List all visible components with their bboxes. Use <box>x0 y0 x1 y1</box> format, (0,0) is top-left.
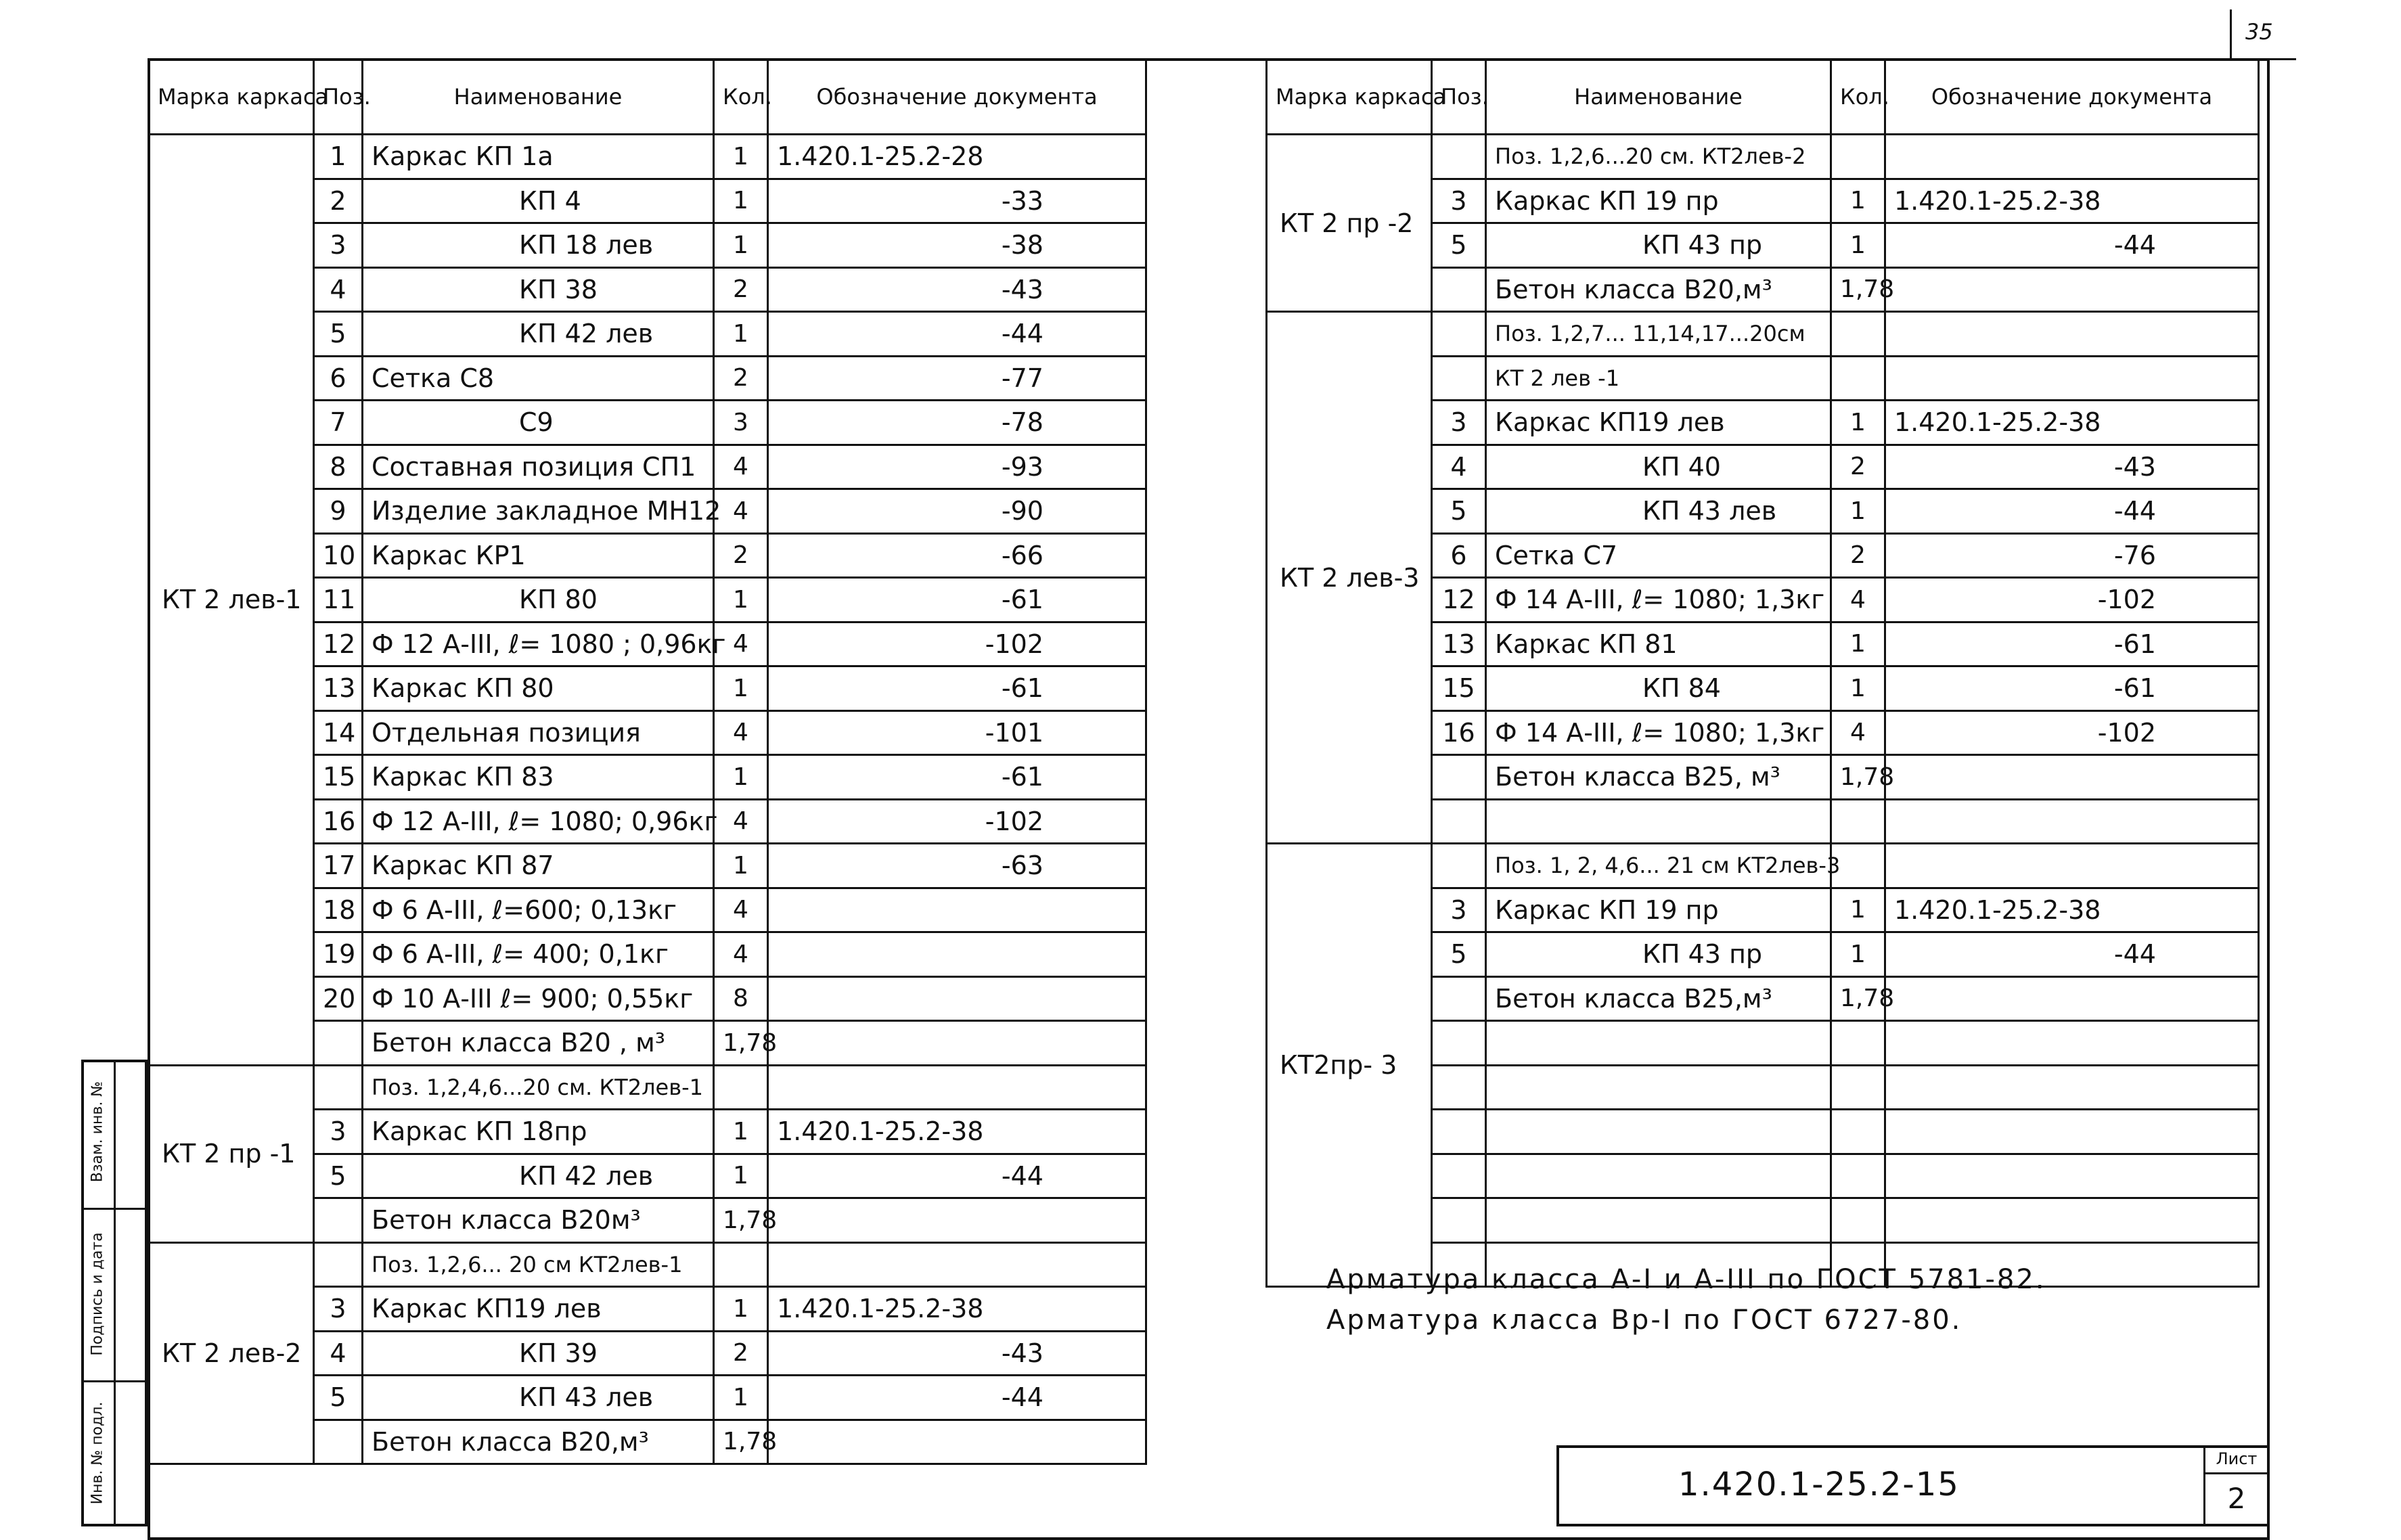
frame-mark: КТ 2 пр -2 <box>1267 135 1432 312</box>
quantity-cell: 2 <box>714 267 768 312</box>
stamp-divider-v <box>114 1060 116 1526</box>
name-cell: Поз. 1, 2, 4,6... 21 см КТ2лев-3 <box>1486 844 1831 888</box>
header-name: Наименование <box>363 60 714 135</box>
position-cell <box>1432 1021 1486 1066</box>
document-cell: -61 <box>768 578 1146 622</box>
name-cell: С9 <box>363 401 714 445</box>
table-header <box>1267 60 2259 135</box>
document-cell: -44 <box>1885 489 2259 534</box>
name-cell <box>1486 1065 1831 1110</box>
name-cell: Каркас КП19 лев <box>1486 401 1831 445</box>
name-cell: Бетон класса В20,м³ <box>1486 267 1831 312</box>
name-cell: КП 84 <box>1486 666 1831 711</box>
position-cell <box>1432 1110 1486 1154</box>
position-cell: 17 <box>314 844 363 888</box>
document-cell: -43 <box>1885 445 2259 489</box>
quantity-cell: 1 <box>714 1154 768 1198</box>
document-cell: -43 <box>768 267 1146 312</box>
name-cell <box>1486 1110 1831 1154</box>
document-cell: -63 <box>768 844 1146 888</box>
position-cell <box>1432 799 1486 844</box>
quantity-cell: 3 <box>714 401 768 445</box>
quantity-cell: 1 <box>714 755 768 800</box>
document-cell <box>1885 799 2259 844</box>
name-cell: Каркас КП 80 <box>363 666 714 711</box>
document-cell <box>1885 1198 2259 1243</box>
position-cell: 7 <box>314 401 363 445</box>
right-table-body <box>1267 135 2259 1287</box>
quantity-cell: 1,78 <box>714 1198 768 1243</box>
header-pos: Поз. <box>1432 60 1486 135</box>
position-cell <box>314 1065 363 1110</box>
document-cell <box>768 932 1146 977</box>
quantity-cell: 4 <box>714 622 768 666</box>
quantity-cell <box>1831 1154 1885 1198</box>
position-cell <box>1432 135 1486 179</box>
note-line-1: Арматура класса А-I и А-III по ГОСТ 5781-82. <box>1326 1264 2046 1295</box>
name-cell: Ф 6 А-III, ℓ= 400; 0,1кг <box>363 932 714 977</box>
name-cell: Каркас КП 87 <box>363 844 714 888</box>
document-cell: 1.420.1-25.2-28 <box>768 135 1146 179</box>
position-cell: 9 <box>314 489 363 534</box>
sheet-number: 2 <box>2227 1482 2246 1515</box>
name-cell: Каркас КР1 <box>363 533 714 578</box>
position-cell: 4 <box>314 1331 363 1376</box>
document-cell <box>768 888 1146 932</box>
position-cell: 2 <box>314 179 363 223</box>
quantity-cell: 1 <box>1831 888 1885 932</box>
quantity-cell: 2 <box>714 1331 768 1376</box>
name-cell: Ф 10 А-III ℓ= 900; 0,55кг <box>363 976 714 1021</box>
quantity-cell: 4 <box>714 888 768 932</box>
name-cell: Изделие закладное МН12 <box>363 489 714 534</box>
position-cell <box>1432 976 1486 1021</box>
right-spec-table <box>1265 58 2260 1288</box>
sheet-label-divider <box>2203 1472 2270 1474</box>
position-cell: 4 <box>314 267 363 312</box>
quantity-cell: 8 <box>714 976 768 1021</box>
name-cell: Бетон класса В20 , м³ <box>363 1021 714 1066</box>
quantity-cell: 1,78 <box>714 1420 768 1464</box>
name-cell: Поз. 1,2,6...20 см. КТ2лев-2 <box>1486 135 1831 179</box>
document-cell: -102 <box>1885 578 2259 622</box>
quantity-cell <box>1831 1021 1885 1066</box>
quantity-cell: 1,78 <box>1831 267 1885 312</box>
name-cell: КП 80 <box>363 578 714 622</box>
name-cell: Каркас КП 1а <box>363 135 714 179</box>
quantity-cell <box>714 1242 768 1287</box>
document-cell: 1.420.1-25.2-38 <box>1885 401 2259 445</box>
document-code: 1.420.1-25.2-15 <box>1678 1466 1960 1503</box>
quantity-cell: 4 <box>714 489 768 534</box>
document-cell: -66 <box>768 533 1146 578</box>
header-mark: Марка каркаса <box>1267 60 1432 135</box>
position-cell: 3 <box>314 1287 363 1332</box>
name-cell: Бетон класса В20м³ <box>363 1198 714 1243</box>
frame-mark: КТ 2 лев-1 <box>149 135 314 1066</box>
document-cell: -90 <box>768 489 1146 534</box>
quantity-cell: 1 <box>714 179 768 223</box>
position-cell <box>1432 1154 1486 1198</box>
table-row <box>149 1242 1146 1287</box>
document-cell: -61 <box>1885 666 2259 711</box>
position-cell: 20 <box>314 976 363 1021</box>
document-cell: -61 <box>1885 622 2259 666</box>
left-table-body <box>149 135 1146 1464</box>
quantity-cell: 2 <box>1831 533 1885 578</box>
quantity-cell: 4 <box>1831 578 1885 622</box>
document-cell <box>1885 267 2259 312</box>
position-cell: 5 <box>314 1154 363 1198</box>
name-cell: Ф 6 А-III, ℓ=600; 0,13кг <box>363 888 714 932</box>
document-cell <box>1885 976 2259 1021</box>
name-cell: Каркас КП 83 <box>363 755 714 800</box>
name-cell <box>1486 799 1831 844</box>
position-cell: 12 <box>314 622 363 666</box>
name-cell: Каркас КП 19 пр <box>1486 179 1831 223</box>
document-cell: -44 <box>768 312 1146 357</box>
header-doc: Обозначение документа <box>1885 60 2259 135</box>
position-cell <box>1432 1065 1486 1110</box>
position-cell: 10 <box>314 533 363 578</box>
position-cell: 13 <box>314 666 363 711</box>
document-cell <box>1885 135 2259 179</box>
name-cell: Ф 14 А-III, ℓ= 1080; 1,3кг <box>1486 578 1831 622</box>
document-cell <box>1885 844 2259 888</box>
position-cell: 16 <box>314 799 363 844</box>
position-cell: 5 <box>314 1376 363 1420</box>
name-cell: Каркас КП19 лев <box>363 1287 714 1332</box>
quantity-cell: 1 <box>1831 622 1885 666</box>
stamp-label-inv-podl: Инв. № подл. <box>89 1401 106 1505</box>
name-cell: КП 42 лев <box>363 312 714 357</box>
document-cell: -102 <box>768 622 1146 666</box>
header-qty: Кол. <box>1831 60 1885 135</box>
position-cell <box>314 1420 363 1464</box>
stamp-label-inv-vzam: Взам. инв. № <box>89 1081 106 1183</box>
name-cell: Ф 12 А-III, ℓ= 1080 ; 0,96кг <box>363 622 714 666</box>
quantity-cell: 4 <box>714 710 768 755</box>
quantity-cell: 1 <box>1831 666 1885 711</box>
document-cell <box>768 1065 1146 1110</box>
name-cell: Поз. 1,2,6... 20 см КТ2лев-1 <box>363 1242 714 1287</box>
document-cell <box>768 976 1146 1021</box>
position-cell: 16 <box>1432 710 1486 755</box>
name-cell: КП 43 лев <box>1486 489 1831 534</box>
table-row <box>149 1065 1146 1110</box>
position-cell <box>1432 356 1486 401</box>
quantity-cell: 1 <box>1831 932 1885 977</box>
document-cell: -44 <box>1885 223 2259 268</box>
quantity-cell: 1 <box>1831 223 1885 268</box>
table-row <box>1267 135 2259 179</box>
frame-mark: КТ2пр- 3 <box>1267 844 1432 1287</box>
stamp-label-podpis: Подпись и дата <box>89 1232 106 1356</box>
position-cell: 3 <box>314 1110 363 1154</box>
name-cell <box>1486 1198 1831 1243</box>
position-cell: 19 <box>314 932 363 977</box>
quantity-cell: 1 <box>714 1287 768 1332</box>
quantity-cell: 2 <box>714 533 768 578</box>
position-cell: 3 <box>1432 179 1486 223</box>
quantity-cell: 1 <box>714 223 768 268</box>
document-cell: -61 <box>768 755 1146 800</box>
name-cell: Бетон класса В25,м³ <box>1486 976 1831 1021</box>
document-cell: -43 <box>768 1331 1146 1376</box>
name-cell: КП 38 <box>363 267 714 312</box>
document-cell: -44 <box>768 1154 1146 1198</box>
quantity-cell: 1 <box>714 1376 768 1420</box>
position-cell: 15 <box>314 755 363 800</box>
note-line-2: Арматура класса Вр-I по ГОСТ 6727-80. <box>1326 1305 1962 1336</box>
document-cell: 1.420.1-25.2-38 <box>768 1110 1146 1154</box>
position-cell: 6 <box>314 356 363 401</box>
quantity-cell: 1 <box>714 666 768 711</box>
name-cell: Сетка С7 <box>1486 533 1831 578</box>
quantity-cell: 1,78 <box>714 1021 768 1066</box>
position-cell <box>314 1242 363 1287</box>
position-cell: 11 <box>314 578 363 622</box>
position-cell: 5 <box>1432 223 1486 268</box>
sheet-label: Лист <box>2216 1449 2258 1468</box>
name-cell: КП 39 <box>363 1331 714 1376</box>
quantity-cell: 4 <box>1831 710 1885 755</box>
position-cell <box>314 1198 363 1243</box>
position-cell: 15 <box>1432 666 1486 711</box>
document-cell: -102 <box>1885 710 2259 755</box>
document-cell: -101 <box>768 710 1146 755</box>
document-cell: -61 <box>768 666 1146 711</box>
document-cell <box>1885 356 2259 401</box>
document-cell: 1.420.1-25.2-38 <box>1885 179 2259 223</box>
quantity-cell <box>1831 799 1885 844</box>
quantity-cell <box>1831 135 1885 179</box>
document-cell <box>768 1021 1146 1066</box>
name-cell: КТ 2 лев -1 <box>1486 356 1831 401</box>
table-row <box>1267 844 2259 888</box>
document-cell <box>1885 1065 2259 1110</box>
quantity-cell <box>1831 1110 1885 1154</box>
table-row <box>1267 312 2259 357</box>
name-cell: Сетка С8 <box>363 356 714 401</box>
header-mark: Марка каркаса <box>149 60 314 135</box>
name-cell: Бетон класса В25, м³ <box>1486 755 1831 800</box>
table-row <box>149 135 1146 179</box>
frame-mark: КТ 2 лев-3 <box>1267 312 1432 844</box>
quantity-cell <box>714 1065 768 1110</box>
frame-mark: КТ 2 лев-2 <box>149 1242 314 1464</box>
quantity-cell: 1,78 <box>1831 976 1885 1021</box>
position-cell <box>314 1021 363 1066</box>
position-cell <box>1432 1198 1486 1243</box>
quantity-cell: 1 <box>714 312 768 357</box>
quantity-cell <box>1831 356 1885 401</box>
document-cell: -78 <box>768 401 1146 445</box>
position-cell: 3 <box>1432 401 1486 445</box>
name-cell: Каркас КП 18пр <box>363 1110 714 1154</box>
position-cell: 13 <box>1432 622 1486 666</box>
document-cell <box>1885 312 2259 357</box>
quantity-cell <box>1831 1065 1885 1110</box>
left-spec-table <box>148 58 1147 1465</box>
position-cell: 1 <box>314 135 363 179</box>
name-cell: Ф 12 А-III, ℓ= 1080; 0,96кг <box>363 799 714 844</box>
quantity-cell: 1 <box>1831 489 1885 534</box>
name-cell: Отдельная позиция <box>363 710 714 755</box>
name-cell: КП 43 пр <box>1486 223 1831 268</box>
document-cell <box>768 1198 1146 1243</box>
quantity-cell <box>1831 1198 1885 1243</box>
quantity-cell: 2 <box>1831 445 1885 489</box>
document-cell <box>768 1242 1146 1287</box>
document-cell <box>1885 1110 2259 1154</box>
document-cell <box>1885 1021 2259 1066</box>
document-cell <box>1885 1154 2259 1198</box>
page-number-divider <box>2230 9 2232 58</box>
document-cell: -77 <box>768 356 1146 401</box>
name-cell: КП 43 пр <box>1486 932 1831 977</box>
quantity-cell <box>1831 312 1885 357</box>
page-number: 35 <box>2245 19 2273 45</box>
quantity-cell: 1 <box>714 135 768 179</box>
position-cell: 12 <box>1432 578 1486 622</box>
quantity-cell: 1 <box>714 844 768 888</box>
document-cell: -44 <box>1885 932 2259 977</box>
name-cell: Поз. 1,2,7... 11,14,17...20см <box>1486 312 1831 357</box>
name-cell: КП 42 лев <box>363 1154 714 1198</box>
position-cell: 5 <box>314 312 363 357</box>
position-cell <box>1432 267 1486 312</box>
header-pos: Поз. <box>314 60 363 135</box>
document-cell: 1.420.1-25.2-38 <box>1885 888 2259 932</box>
document-cell: -93 <box>768 445 1146 489</box>
table-header <box>149 60 1146 135</box>
position-cell: 5 <box>1432 489 1486 534</box>
position-cell <box>1432 755 1486 800</box>
name-cell: КП 43 лев <box>363 1376 714 1420</box>
quantity-cell: 4 <box>714 799 768 844</box>
name-cell: КП 4 <box>363 179 714 223</box>
document-cell <box>768 1420 1146 1464</box>
name-cell: Составная позиция СП1 <box>363 445 714 489</box>
document-cell: 1.420.1-25.2-38 <box>768 1287 1146 1332</box>
quantity-cell: 4 <box>714 445 768 489</box>
position-cell <box>1432 844 1486 888</box>
document-cell: -76 <box>1885 533 2259 578</box>
position-cell <box>1432 312 1486 357</box>
name-cell: Ф 14 А-III, ℓ= 1080; 1,3кг <box>1486 710 1831 755</box>
document-cell <box>1885 755 2259 800</box>
name-cell: Бетон класса В20,м³ <box>363 1420 714 1464</box>
position-cell: 14 <box>314 710 363 755</box>
position-cell: 18 <box>314 888 363 932</box>
name-cell <box>1486 1154 1831 1198</box>
quantity-cell: 1 <box>714 578 768 622</box>
position-cell: 3 <box>1432 888 1486 932</box>
name-cell <box>1486 1021 1831 1066</box>
header-qty: Кол. <box>714 60 768 135</box>
name-cell: КП 40 <box>1486 445 1831 489</box>
position-cell: 8 <box>314 445 363 489</box>
name-cell: Поз. 1,2,4,6...20 см. КТ2лев-1 <box>363 1065 714 1110</box>
name-cell: Каркас КП 19 пр <box>1486 888 1831 932</box>
position-cell: 6 <box>1432 533 1486 578</box>
header-doc: Обозначение документа <box>768 60 1146 135</box>
document-cell: -102 <box>768 799 1146 844</box>
header-name: Наименование <box>1486 60 1831 135</box>
quantity-cell: 2 <box>714 356 768 401</box>
document-cell: -33 <box>768 179 1146 223</box>
quantity-cell: 1,78 <box>1831 755 1885 800</box>
quantity-cell: 1 <box>1831 179 1885 223</box>
quantity-cell: 4 <box>714 932 768 977</box>
position-cell: 5 <box>1432 932 1486 977</box>
quantity-cell: 1 <box>714 1110 768 1154</box>
position-cell: 4 <box>1432 445 1486 489</box>
position-cell: 3 <box>314 223 363 268</box>
name-cell: КП 18 лев <box>363 223 714 268</box>
document-cell: -38 <box>768 223 1146 268</box>
frame-mark: КТ 2 пр -1 <box>149 1065 314 1242</box>
document-cell: -44 <box>768 1376 1146 1420</box>
name-cell: Каркас КП 81 <box>1486 622 1831 666</box>
quantity-cell: 1 <box>1831 401 1885 445</box>
